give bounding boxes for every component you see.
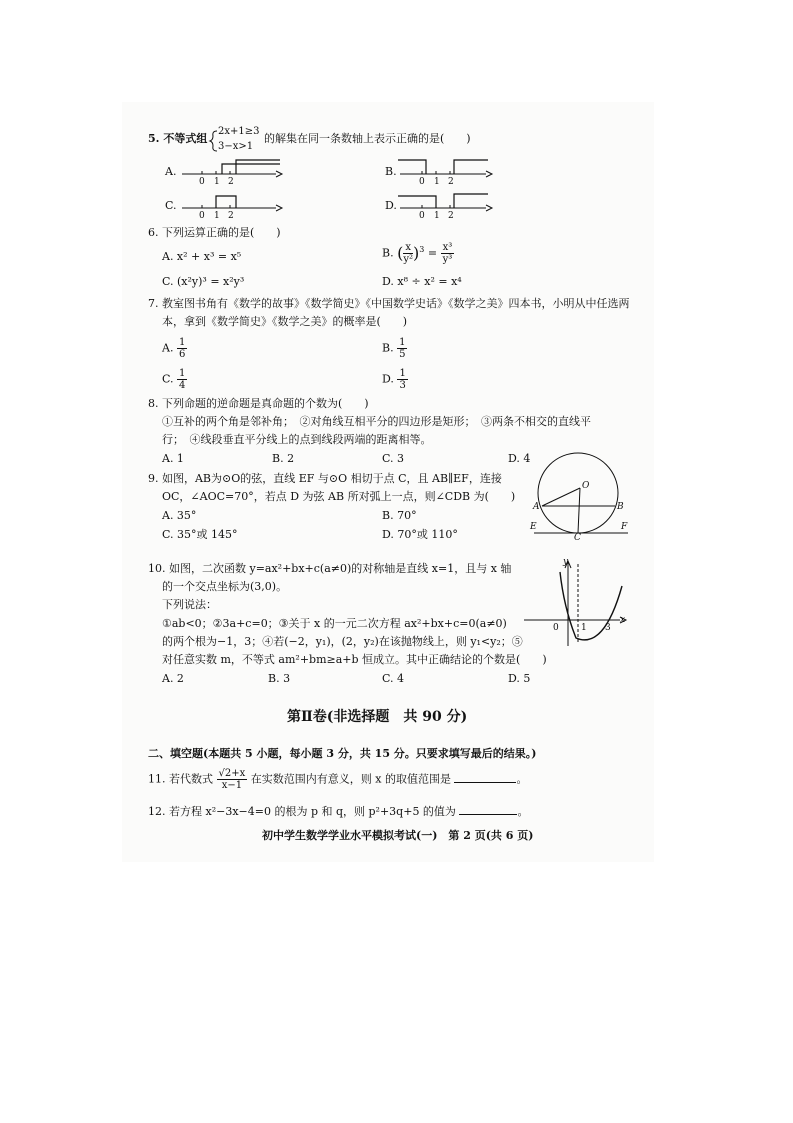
q10-option-a: A. 2 — [162, 672, 184, 685]
q6-option-b: B. ( $\frac{x}{\text{y²}}$ )$^3$ = $\frac{\text{x³}}{\text{y³}}$ — [382, 242, 453, 265]
q11-prefix: 11. 若代数式 — [148, 772, 213, 786]
q5-option-c-label: C. — [165, 199, 177, 212]
page-footer: 初中学生数学学业水平模拟考试(一) 第 2 页(共 6 页) — [262, 829, 534, 842]
q5-d-tick-0: 0 — [419, 211, 425, 221]
q6-b-label: B. — [382, 246, 394, 260]
q11-fraction: $\frac{√2+x}{x-1}$ — [218, 768, 246, 791]
q6-b-exponent: 3 — [419, 244, 425, 254]
q8-stem: 8. 下列命题的逆命题是真命题的个数为( ) — [148, 397, 369, 410]
q10-line-4: ①ab<0；②3a+c=0；③关于 x 的一元二次方程 ax²+bx+c=0(a≠0) — [162, 617, 507, 630]
q5-c-tick-1: 1 — [214, 211, 220, 221]
q12: 12. 若方程 x²−3x−4=0 的根为 p 和 q，则 p²+3q+5 的值为 。 — [148, 805, 529, 818]
q10-label-y: y — [563, 557, 569, 567]
q5-a-tick-0: 0 — [199, 177, 205, 187]
q12-text: 12. 若方程 x²−3x−4=0 的根为 p 和 q，则 p²+3q+5 的值为 — [148, 805, 456, 818]
q10-label-x: x — [620, 615, 626, 625]
q10-parabola-diagram — [522, 556, 632, 646]
q9-option-c: C. 35°或 145° — [162, 528, 238, 541]
q6-stem: 6. 下列运算正确的是( ) — [148, 226, 281, 239]
q10-label-3: 3 — [605, 623, 611, 633]
q5-c-tick-2: 2 — [228, 211, 234, 221]
q11: 11. 若代数式 $\frac{√2+x}{x-1}$ 在实数范围内有意义，则 x 的取值范围是 。 — [148, 768, 528, 791]
q9-line-2: OC，∠AOC=70°，若点 D 为弦 AB 所对弧上一点，则∠CDB 为( ) — [162, 490, 516, 503]
q8-line-2: 行； ④线段垂直平分线上的点到线段两端的距离相等。 — [162, 433, 432, 446]
q7-option-b: B. $\frac{1}{5}$ — [382, 337, 406, 360]
q5-option-a-label: A. — [165, 165, 177, 178]
q5-number — [148, 132, 207, 146]
q5-a-tick-1: 1 — [214, 177, 220, 187]
q10-option-c: C. 4 — [382, 672, 405, 685]
q10-line-5: 的两个根为−1，3；④若(−2，y₁)，(2，y₂)在该抛物线上，则 y₁<y₂；⑤ — [162, 635, 523, 648]
q5-inequality-2: 3−x>1 — [218, 141, 254, 152]
part-2-title: 第Ⅱ卷(非选择题 共 90 分) — [287, 709, 468, 725]
q9-line-1: 9. 如图，AB为⊙O的弦，直线 EF 与⊙O 相切于点 C，且 AB∥EF，连接 — [148, 472, 502, 485]
q6-b-equals: = — [427, 246, 438, 260]
q5-inequality-1: 2x+1≥3 — [218, 126, 260, 137]
q8-option-a: A. 1 — [162, 452, 184, 465]
q9-label-a: A — [533, 502, 540, 512]
q9-option-a: A. 35° — [162, 509, 197, 522]
q8-option-c: C. 3 — [382, 452, 405, 465]
q9-label-c: C — [574, 533, 581, 543]
q7-option-d: D. $\frac{1}{3}$ — [382, 368, 406, 391]
q8-line-1: ①互补的两个角是邻补角； ②对角线互相平分的四边形是矩形； ③两条不相交的直线平 — [162, 415, 591, 428]
q10-option-d: D. 5 — [508, 672, 531, 685]
q9-label-b: B — [617, 502, 624, 512]
q5-a-tick-2: 2 — [228, 177, 234, 187]
q6-b-fraction: $\frac{x}{\text{y²}}$ — [403, 242, 414, 265]
q7-line-2: 本，拿到《数学简史》《数学之美》的概率是( ) — [162, 315, 408, 328]
q10-line-3: 下列说法： — [162, 598, 217, 611]
q10-label-0: 0 — [553, 623, 559, 633]
q6-option-d: D. x⁸ ÷ x² = x⁴ — [382, 275, 462, 288]
q9-circle-diagram — [528, 455, 634, 539]
fill-in-section-heading: 二、填空题(本题共 5 小题，每小题 3 分，共 15 分。只要求填写最后的结果。) — [148, 747, 537, 760]
q10-option-b: B. 3 — [268, 672, 291, 685]
q11-suffix: 在实数范围内有意义，则 x 的取值范围是 — [250, 772, 451, 786]
q7-option-c: C. $\frac{1}{4}$ — [162, 368, 186, 391]
q5-option-a-number-line — [180, 156, 290, 186]
q6-option-a: A. x² + x³ = x⁵ — [162, 250, 242, 263]
q5-stem-prefix: 5. 不等式组 — [148, 132, 208, 145]
q10-line-1: 10. 如图，二次函数 y=ax²+bx+c(a≠0)的对称轴是直线 x=1，且与 x 轴 — [148, 562, 512, 575]
q5-stem-suffix: 的解集在同一条数轴上表示正确的是( ) — [264, 132, 471, 145]
q8-option-d: D. 4 — [508, 452, 531, 465]
q6-option-c: C. (x²y)³ = x²y³ — [162, 275, 245, 288]
q9-option-d: D. 70°或 110° — [382, 528, 458, 541]
q10-label-1: 1 — [581, 623, 587, 633]
q5-b-tick-1: 1 — [434, 177, 440, 187]
q5-option-d-label: D. — [385, 199, 397, 212]
q5-d-tick-1: 1 — [434, 211, 440, 221]
q10-line-6: 对任意实数 m，不等式 am²+bm≥a+b 恒成立。其中正确结论的个数是( ) — [162, 653, 547, 666]
q11-answer-blank[interactable] — [454, 771, 516, 783]
q9-label-o: O — [582, 481, 590, 491]
q5-option-b-label: B. — [385, 165, 397, 178]
q7-option-a: A. $\frac{1}{6}$ — [162, 337, 186, 360]
q10-line-2: 的一个交点坐标为(3,0)。 — [162, 580, 288, 593]
q8-option-b: B. 2 — [272, 452, 295, 465]
q6-b-result-fraction: $\frac{\text{x³}}{\text{y³}}$ — [442, 242, 453, 265]
q5-b-tick-2: 2 — [448, 177, 454, 187]
q5-b-tick-0: 0 — [419, 177, 425, 187]
q5-option-c-number-line — [180, 190, 290, 220]
q5-d-tick-2: 2 — [448, 211, 454, 221]
q7-line-1: 7. 教室图书角有《数学的故事》《数学简史》《中国数学史话》《数学之美》四本书，小明从中任选两 — [148, 297, 630, 310]
q5-c-tick-0: 0 — [199, 211, 205, 221]
q9-label-e: E — [530, 522, 537, 532]
q12-answer-blank[interactable] — [459, 803, 517, 815]
q9-label-f: F — [621, 522, 628, 532]
q9-option-b: B. 70° — [382, 509, 417, 522]
